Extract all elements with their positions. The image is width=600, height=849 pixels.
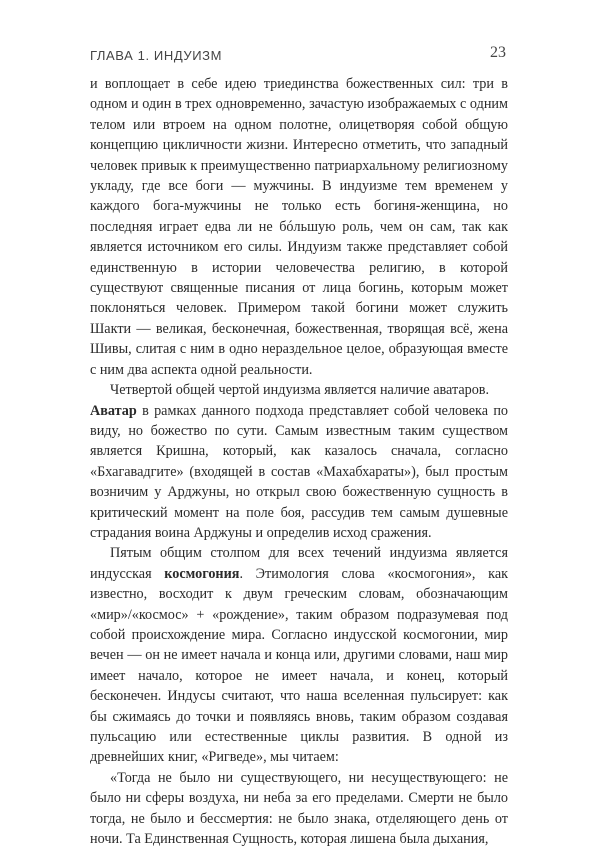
page-number: 23 <box>490 44 506 61</box>
body-text <box>90 74 508 849</box>
paragraph-1: и воплощает в себе идею триединства божественных сил: три в одном и один в трех одновременно, зачастую изображаемых с одним телом или втроем на одном полотне, олицетворяя собой общую концепцию цикличности жизни. Интересно отметить, что западный человек привык к преимущественно патриархальному религиозному укладу, где все боги — мужчины. В индуизме тем временем у каждого бога-мужчины не только есть богиня-женщина, но последняя играет едва ли не бóльшую роль, чем он сам, так как является источником его силы. Индуизм также представляет собой единственную в истории человечества религию, в которой существуют священные писания от лица богинь, которым может поклоняться человек. Примером такой богини может служить Шакти — великая, бесконечная, божественная, творящая всё, жена Шивы, слитая с ним в одно нераздельное целое, образующая вместе с ним два аспекта одной реальности. <box>90 76 508 378</box>
paragraph-3-rest: . Этимология слова «космогония», как известно, восходит к двум греческим словам, обозначающим «мир»/«космос» + «рождение», таким образом подразумевая под собой происхождение мира. Согласно индусской космогонии, мир вечен — он не имеет начала и конца или, другими словами, наш мир имеет начало, которое не имеет начала, и конец, который бесконечен. Индусы считают, что наша вселенная пульсирует: как бы сжимаясь до точки и появляясь вновь, таким образом создавая пульсацию или естественные циклы развития. В одной из древнейших книг, «Ригведе», мы читаем: <box>90 565 509 766</box>
paragraph-2 <box>90 380 508 543</box>
term-avatar: Аватар <box>90 402 137 419</box>
paragraph-2-rest: в рамках данного подхода представляет собой человека по виду, но божество по сути. Самым известным таким существом является Кришна, который, как казалось сначала, согласно «Бхагавадгите» (входящей в состав «Махабхараты»), был простым возничим у Арджуны, но открыл свою божественную сущность в критический момент на поле боя, рассудив тем самым душевные страдания воина Арджуны и определив исход сражения. <box>90 402 509 541</box>
term-cosmogony: космогония <box>164 565 240 582</box>
paragraph-3-lead: Пятым общим столпом для всех течений индуизма является индусская <box>90 545 508 582</box>
paragraph-3 <box>90 543 508 767</box>
paragraph-4-quote: «Тогда не было ни существующего, ни несуществующего: не было ни сферы воздуха, ни неба за его пределами. Смерти не было тогда, не было и бессмертия: не было знака, отделяющего день от ночи. Та Единственная Сущность, которая лишена была дыхания, <box>90 769 508 848</box>
paragraph-2-lead: Четвертой общей чертой индуизма является наличие аватаров. <box>110 382 490 399</box>
running-head: ГЛАВА 1. ИНДУИЗМ <box>90 48 223 63</box>
